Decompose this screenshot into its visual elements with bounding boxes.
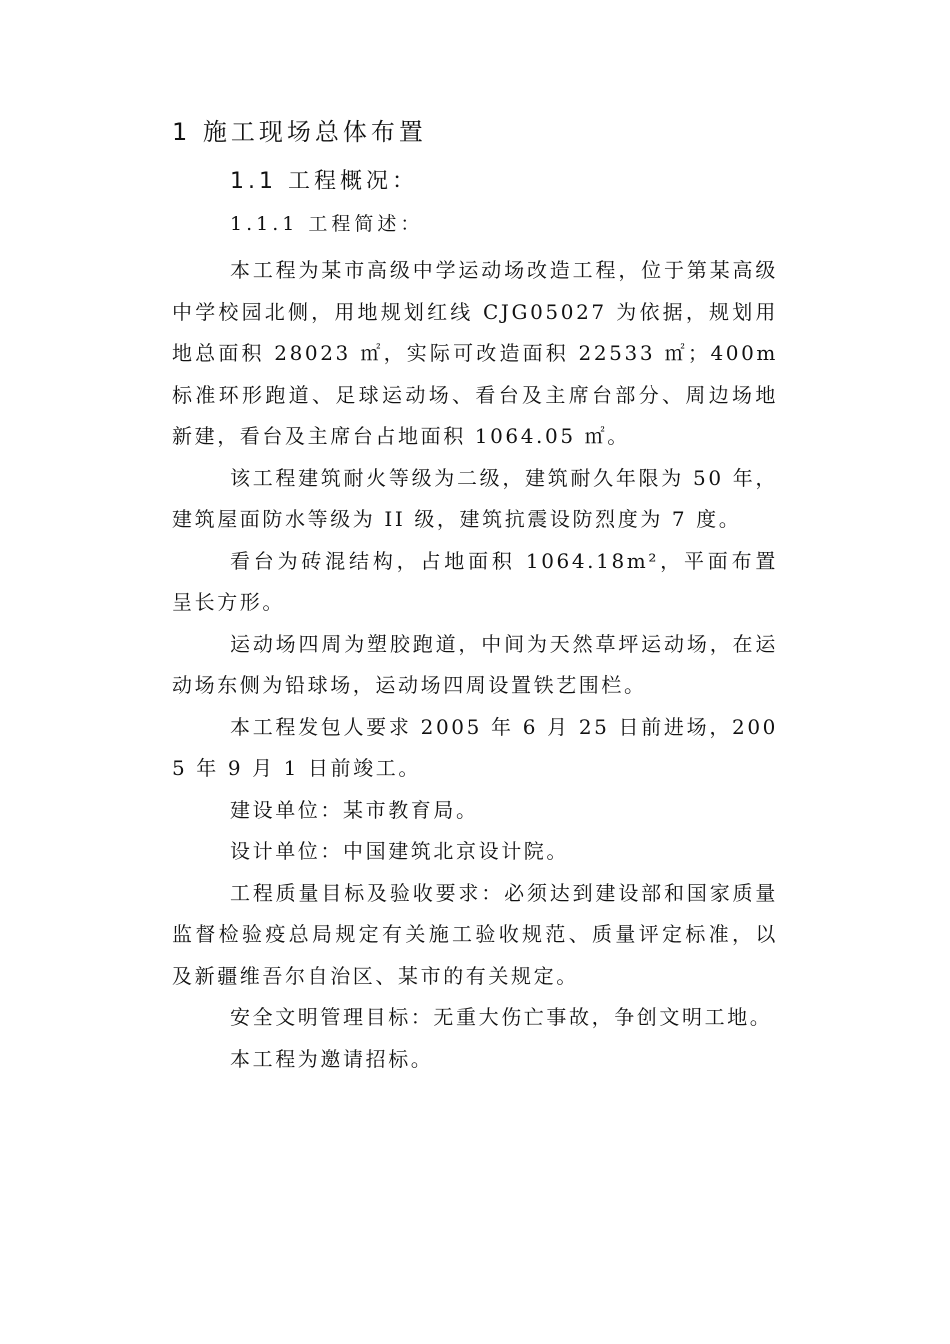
section-title: 1 施工现场总体布置 [172, 118, 427, 146]
paragraph-project-overview: 本工程为某市高级中学运动场改造工程，位于第某高级中学校园北侧，用地规划红线 CJG05027 为依据，规划用地总面积 28023 ㎡，实际可改造面积 22533 ㎡；400m 标准环形跑道、足球运动场、看台及主席台部分、周边场地新建，看台及主席台占地面积 1064.05 ㎡。 [172, 258, 778, 448]
paragraph-quality-target: 工程质量目标及验收要求：必须达到建设部和国家质量监督检验疫总局规定有关施工验收规范、质量评定标准，以及新疆维吾尔自治区、某市的有关规定。 [172, 880, 778, 988]
paragraph-field-layout: 运动场四周为塑胶跑道，中间为天然草坪运动场，在运动场东侧为铅球场，运动场四周设置铁艺围栏。 [172, 631, 778, 697]
body-text [172, 250, 778, 1080]
paragraph-client: 建设单位：某市教育局。 [230, 797, 479, 822]
subsection-title: 1.1 工程概况： [230, 169, 418, 194]
paragraph-designer: 设计单位：中国建筑北京设计院。 [230, 839, 569, 863]
subsubsection-title: 1.1.1 工程简述： [230, 213, 424, 235]
paragraph-schedule: 本工程发包人要求 2005 年 6 月 25 日前进场，2005 年 9 月 1 日前竣工。 [172, 714, 778, 780]
paragraph-stand-structure: 看台为砖混结构，占地面积 1064.18m²，平面布置呈长方形。 [172, 548, 778, 614]
paragraph-bidding: 本工程为邀请招标。 [230, 1046, 434, 1071]
paragraph-safety-target: 安全文明管理目标：无重大伤亡事故，争创文明工地。 [230, 1005, 773, 1029]
paragraph-building-grades: 该工程建筑耐火等级为二级，建筑耐久年限为 50 年，建筑屋面防水等级为 II 级，建筑抗震设防烈度为 7 度。 [172, 465, 778, 531]
